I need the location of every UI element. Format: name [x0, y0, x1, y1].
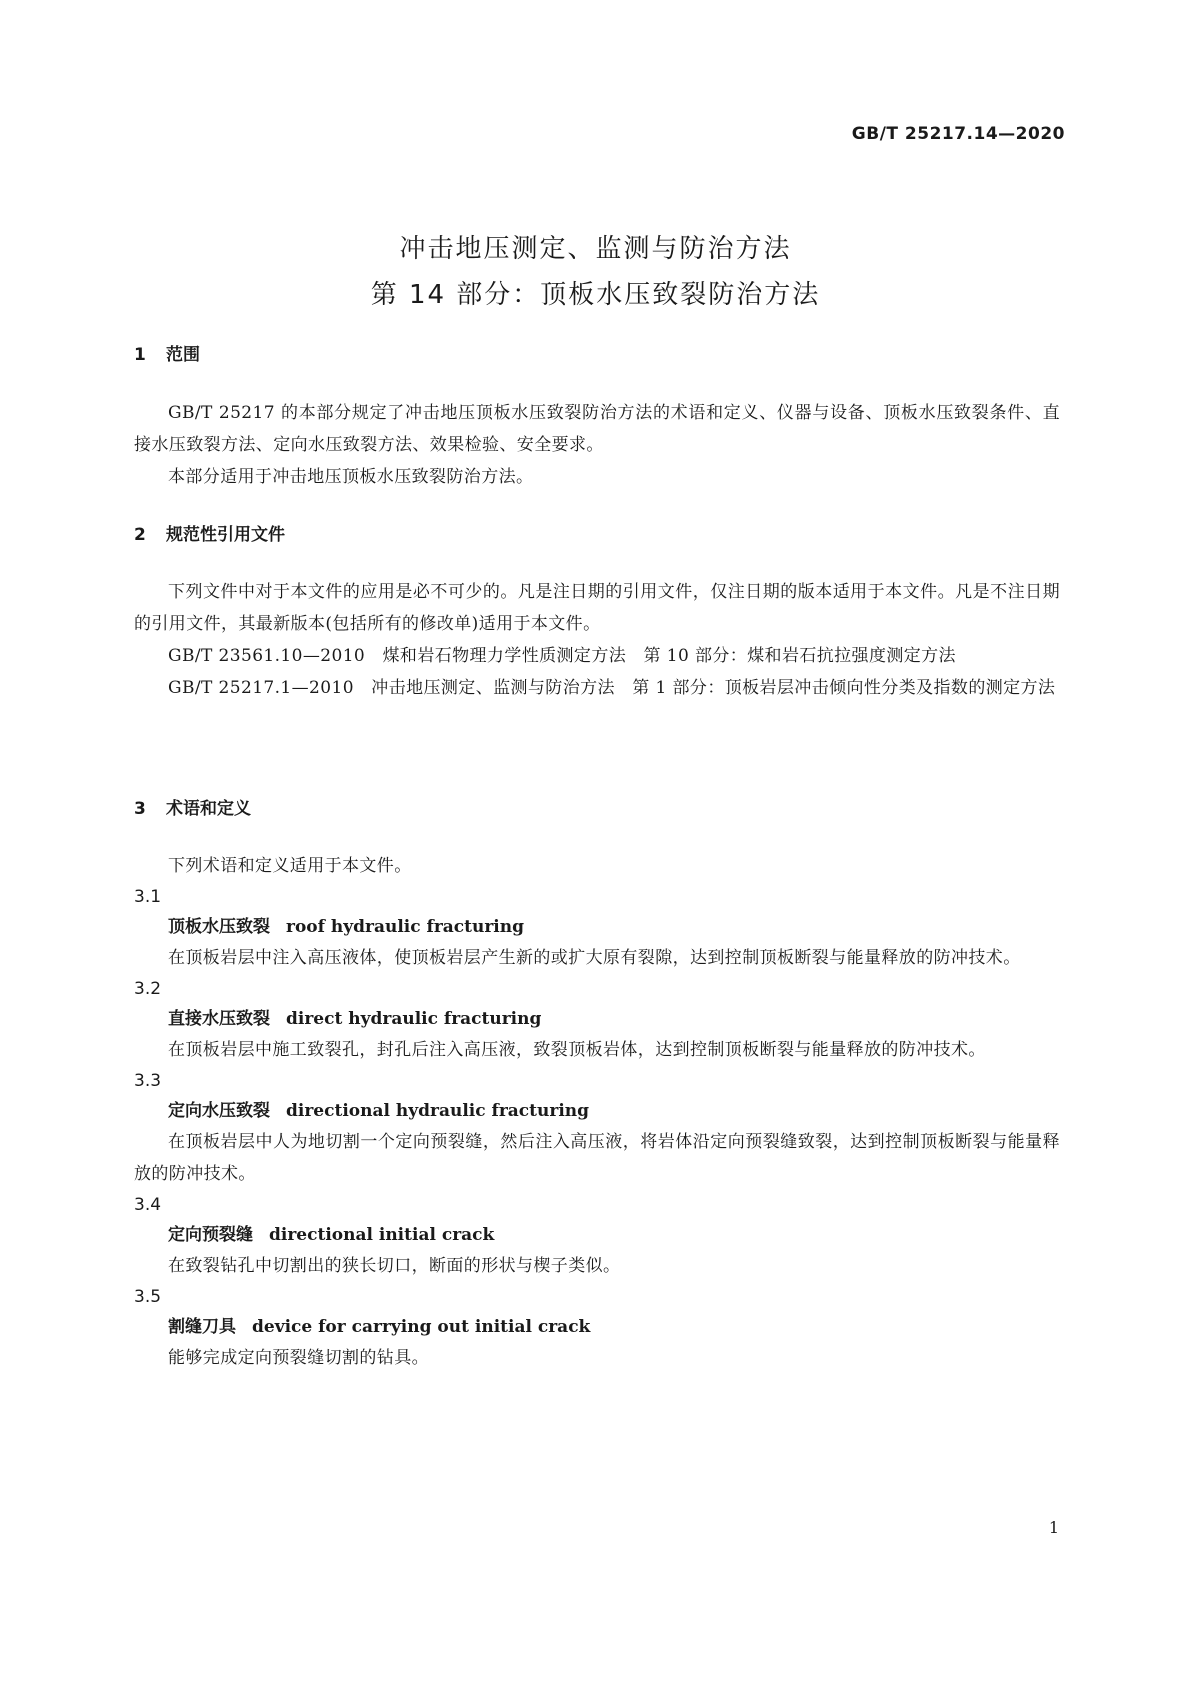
- term-number: 3.4: [134, 1195, 162, 1215]
- term-name-en: directional hydraulic fracturing: [286, 1101, 590, 1121]
- term-title: [134, 1312, 1060, 1342]
- section-1-body: [134, 397, 1060, 493]
- paragraph: 下列文件中对于本文件的应用是必不可少的。凡是注日期的引用文件，仅注日期的版本适用于本文件。凡是不注日期的引用文件，其最新版本(包括所有的修改单)适用于本文件。: [134, 582, 1060, 634]
- section-heading-2: [134, 520, 1060, 550]
- term-definition: 在致裂钻孔中切割出的狭长切口，断面的形状与楔子类似。: [168, 1256, 621, 1276]
- term-name-en: directional initial crack: [269, 1225, 495, 1245]
- section-2-body: [134, 576, 1060, 704]
- term-definition: 在顶板岩层中注入高压液体，使顶板岩层产生新的或扩大原有裂隙，达到控制顶板断裂与能量释放的防冲技术。: [168, 948, 1021, 968]
- term-title: [134, 1220, 1060, 1250]
- term-entry: [134, 1066, 1060, 1190]
- section-number: 2: [134, 525, 146, 545]
- section-heading-3: [134, 794, 1060, 824]
- term-title: [134, 1096, 1060, 1126]
- term-name-zh: 直接水压致裂: [168, 1009, 270, 1029]
- title-line-1: 冲击地压测定、监测与防治方法: [399, 234, 792, 264]
- standard-code: GB/T 25217.14—2020: [851, 124, 1065, 144]
- term-name-en: direct hydraulic fracturing: [286, 1009, 542, 1029]
- normative-reference: GB/T 25217.1—2010 冲击地压测定、监测与防治方法 第 1 部分：顶板岩层冲击倾向性分类及指数的测定方法: [168, 678, 1056, 698]
- paragraph: 下列术语和定义适用于本文件。: [168, 856, 412, 876]
- section-heading-1: [134, 340, 1060, 370]
- term-title: [134, 912, 1060, 942]
- term-entry: [134, 1190, 1060, 1282]
- term-name-en: roof hydraulic fracturing: [286, 917, 525, 937]
- document-title: [0, 226, 1191, 318]
- term-name-zh: 顶板水压致裂: [168, 917, 270, 937]
- term-title: [134, 1004, 1060, 1034]
- term-entry: [134, 882, 1060, 974]
- term-entry: [134, 1282, 1060, 1374]
- term-name-en: device for carrying out initial crack: [252, 1317, 591, 1337]
- term-name-zh: 定向水压致裂: [168, 1101, 270, 1121]
- section-title: 术语和定义: [166, 799, 251, 819]
- section-number: 3: [134, 799, 146, 819]
- term-number: 3.1: [134, 887, 162, 907]
- term-number: 3.2: [134, 979, 162, 999]
- paragraph: 本部分适用于冲击地压顶板水压致裂防治方法。: [168, 467, 534, 487]
- term-definition: 能够完成定向预裂缝切割的钻具。: [168, 1348, 429, 1368]
- section-title: 范围: [166, 345, 200, 365]
- paragraph: GB/T 25217 的本部分规定了冲击地压顶板水压致裂防治方法的术语和定义、仪器与设备、顶板水压致裂条件、直接水压致裂方法、定向水压致裂方法、效果检验、安全要求。: [134, 403, 1060, 455]
- term-number: 3.5: [134, 1287, 162, 1307]
- section-number: 1: [134, 345, 146, 365]
- term-definition: 在顶板岩层中人为地切割一个定向预裂缝，然后注入高压液，将岩体沿定向预裂缝致裂，达到控制顶板断裂与能量释放的防冲技术。: [134, 1132, 1060, 1184]
- title-line-2: 第 14 部分：顶板水压致裂防治方法: [370, 280, 821, 310]
- term-definition: 在顶板岩层中施工致裂孔，封孔后注入高压液，致裂顶板岩体，达到控制顶板断裂与能量释放的防冲技术。: [168, 1040, 986, 1060]
- section-title: 规范性引用文件: [166, 525, 285, 545]
- term-number: 3.3: [134, 1071, 162, 1091]
- term-entry: [134, 974, 1060, 1066]
- term-name-zh: 定向预裂缝: [168, 1225, 253, 1245]
- normative-reference: GB/T 23561.10—2010 煤和岩石物理力学性质测定方法 第 10 部分：煤和岩石抗拉强度测定方法: [168, 646, 956, 666]
- section-3-body: [134, 850, 1060, 1374]
- term-name-zh: 割缝刀具: [168, 1317, 236, 1337]
- page-number: 1: [1048, 1518, 1059, 1537]
